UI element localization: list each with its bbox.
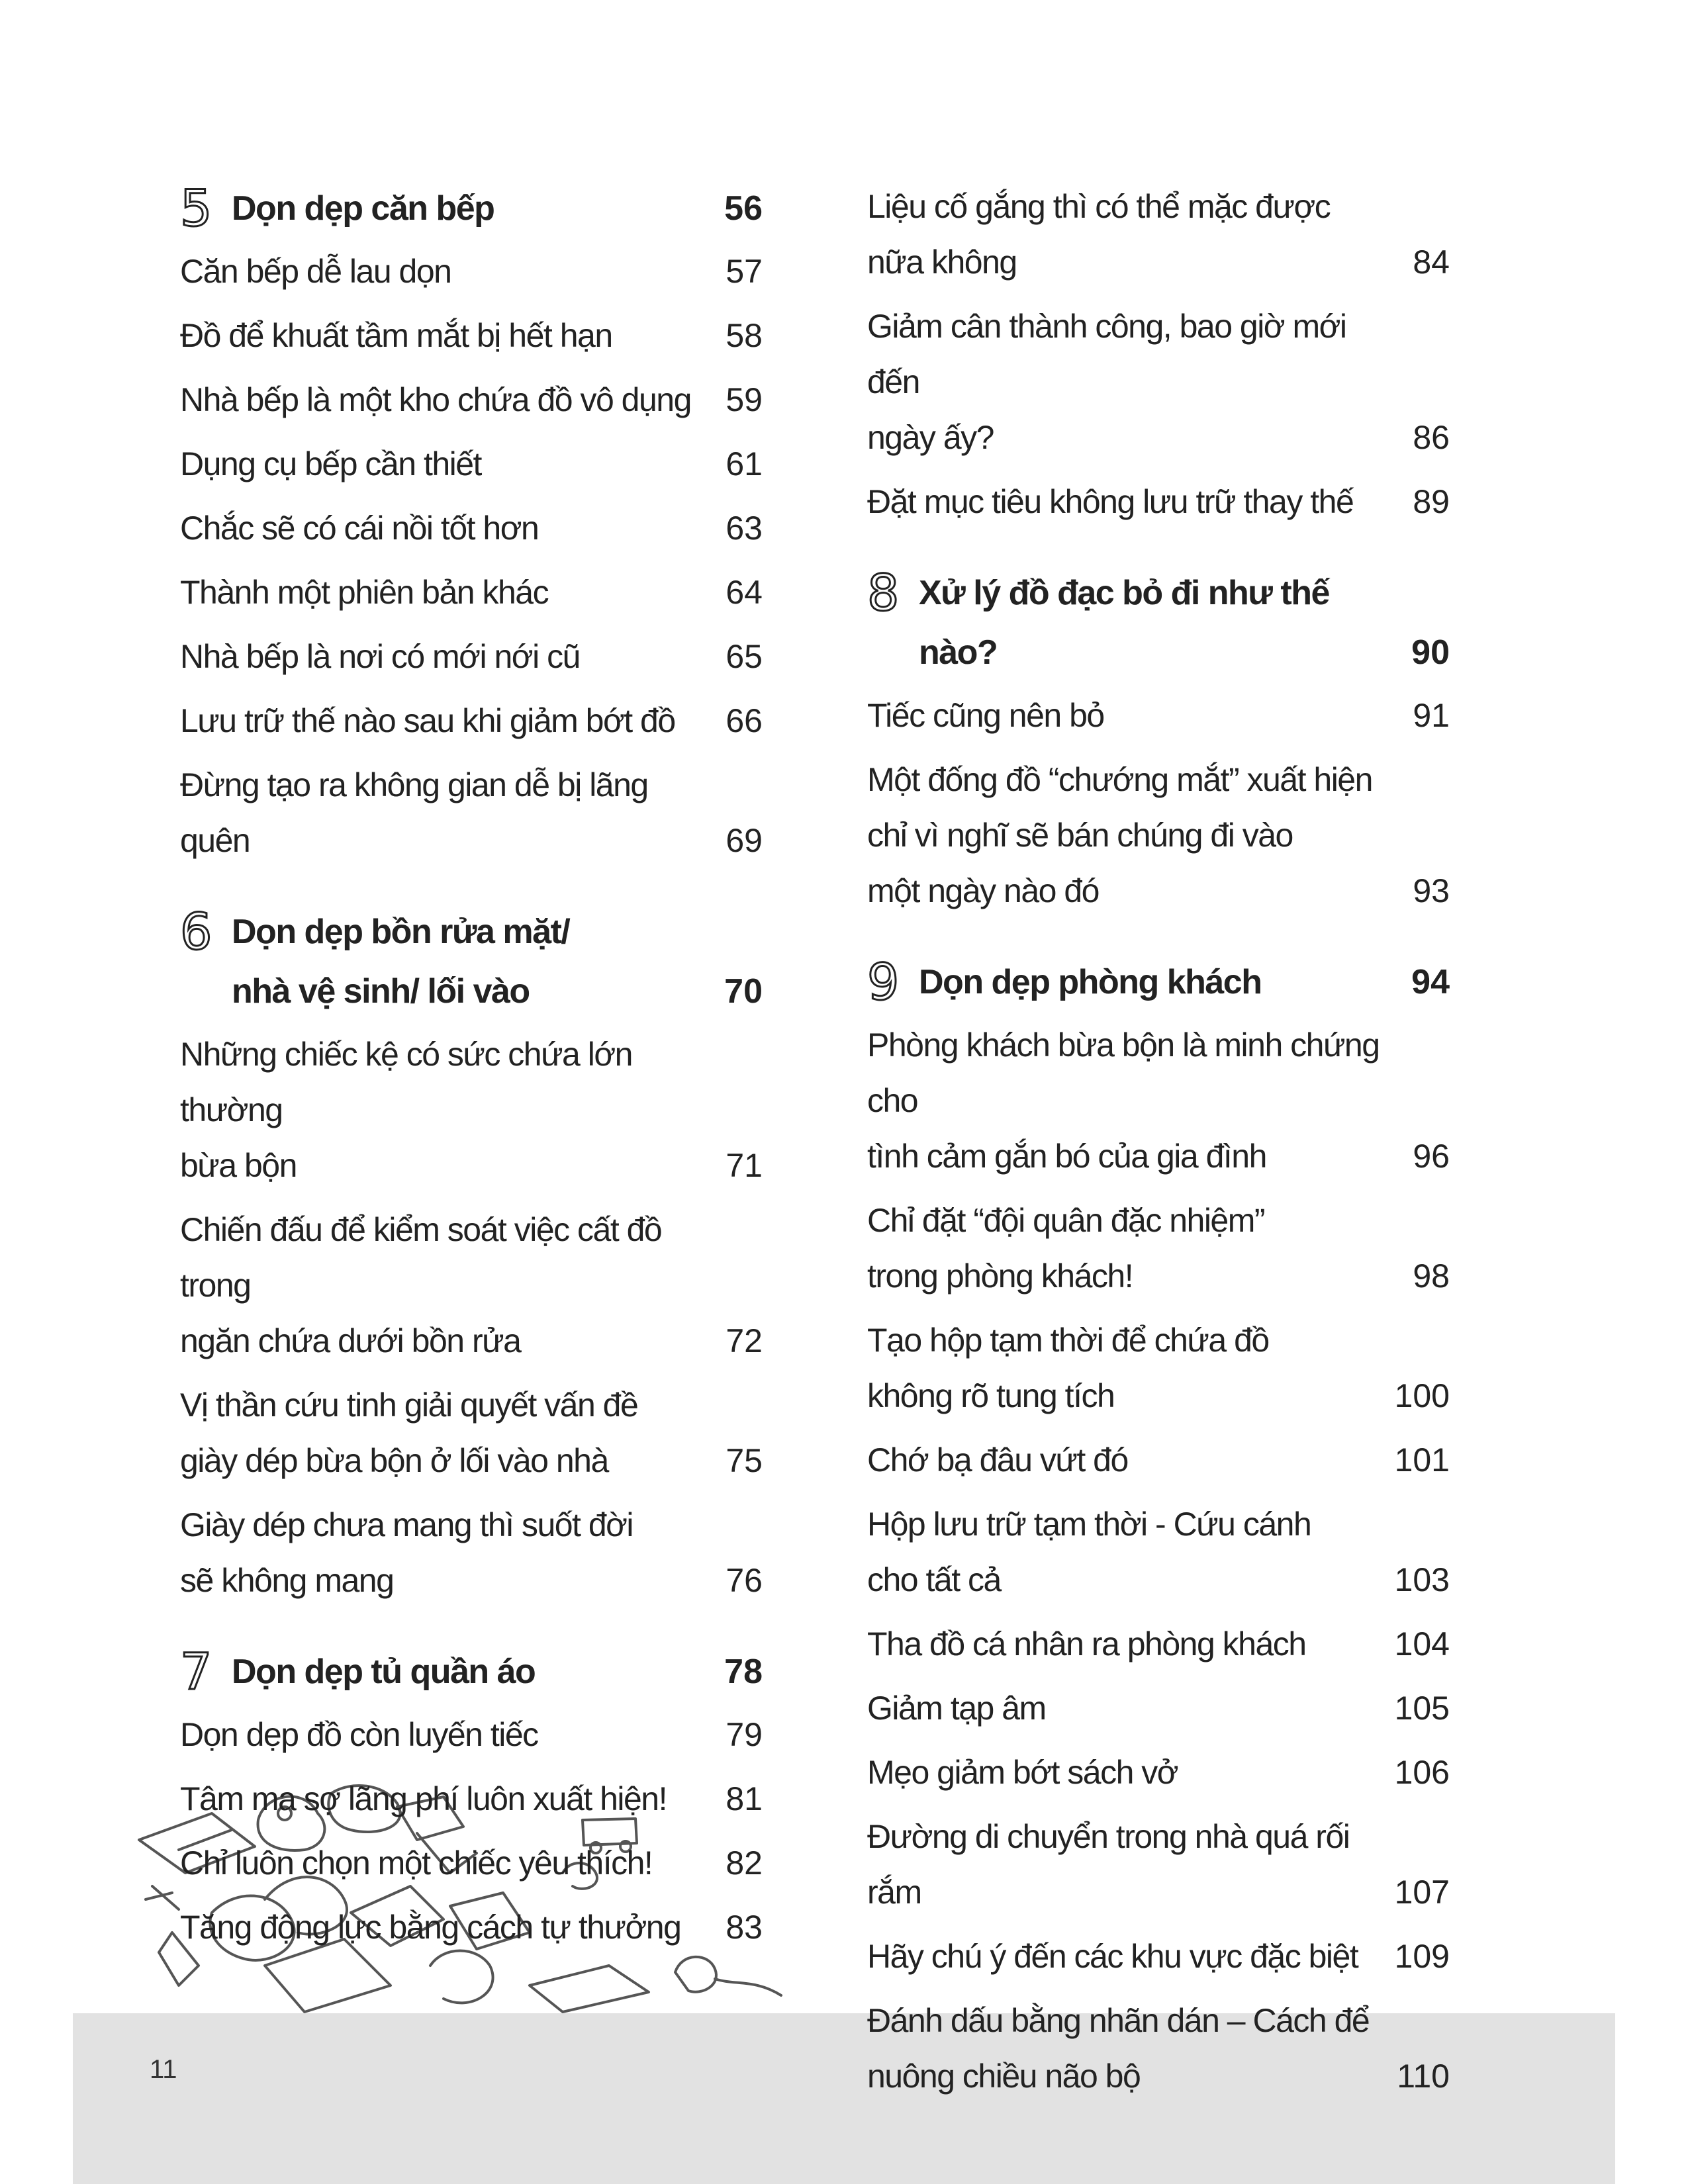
- toc-entry: [867, 1616, 1450, 1672]
- section-title: Dọn dẹp phòng khách: [919, 963, 1262, 1001]
- toc-entry-page: 100: [1394, 1377, 1450, 1414]
- toc-entry: [180, 244, 763, 299]
- toc-entry-page: 110: [1397, 2058, 1450, 2095]
- section-title: Dọn dẹp bồn rửa mặt/ nhà vệ sinh/ lối vào: [232, 913, 570, 1011]
- toc-entry: [867, 1432, 1450, 1488]
- toc-entry: [867, 752, 1450, 919]
- toc-entry-title: Hộp lưu trữ tạm thời - Cứu cánh cho tất cả: [867, 1506, 1311, 1598]
- toc-entry: [180, 436, 763, 492]
- toc-entry: [180, 1026, 763, 1193]
- toc-entry: [867, 298, 1450, 465]
- toc-entry-page: 64: [726, 574, 763, 611]
- toc-section-heading: [180, 179, 763, 238]
- section-title: Dọn dẹp tủ quần áo: [232, 1653, 536, 1691]
- toc-entry-page: 86: [1413, 419, 1450, 456]
- section-number: 8: [867, 563, 900, 622]
- toc-entry-title: Nhà bếp là một kho chứa đồ vô dụng: [180, 381, 691, 418]
- section-page-number: 70: [724, 972, 763, 1011]
- toc-entry-page: 81: [726, 1780, 763, 1817]
- toc-entry-title: Chỉ luôn chọn một chiếc yêu thích!: [180, 1844, 653, 1882]
- section-number: 7: [180, 1642, 212, 1701]
- section-page-number: 90: [1411, 633, 1450, 672]
- toc-entry-page: 89: [1413, 483, 1450, 520]
- section-number: 9: [867, 952, 900, 1011]
- toc-entry-title: Tha đồ cá nhân ra phòng khách: [867, 1625, 1306, 1662]
- toc-entry: [180, 565, 763, 620]
- toc-entry-title: Lưu trữ thế nào sau khi giảm bớt đồ: [180, 702, 675, 739]
- toc-entry-title: Thành một phiên bản khác: [180, 574, 549, 611]
- section-number: 6: [180, 902, 212, 961]
- toc-entry-title: Đừng tạo ra không gian dễ bị lãng quên: [180, 766, 648, 859]
- section-title: Xử lý đồ đạc bỏ đi như thế nào?: [919, 574, 1329, 672]
- toc-entry: [867, 1745, 1450, 1800]
- toc-entry-page: 96: [1413, 1138, 1450, 1175]
- toc-entry: [867, 1809, 1450, 1920]
- toc-entry-page: 66: [726, 702, 763, 739]
- toc-entry-title: Căn bếp dễ lau dọn: [180, 253, 451, 290]
- toc-entry-page: 107: [1394, 1874, 1450, 1911]
- toc-section-heading: [867, 952, 1450, 1012]
- section-number: 5: [180, 179, 212, 238]
- toc-entry: [867, 1017, 1450, 1184]
- toc-entry-title: Dọn dẹp đồ còn luyến tiếc: [180, 1716, 538, 1753]
- toc-entry: [180, 1771, 763, 1827]
- toc-entry-page: 79: [726, 1716, 763, 1753]
- toc-entry-title: Đồ để khuất tầm mắt bị hết hạn: [180, 317, 612, 354]
- toc-entry-title: Giảm tạp âm: [867, 1690, 1046, 1727]
- section-page-number: 56: [724, 189, 763, 228]
- toc-entry-title: Đặt mục tiêu không lưu trữ thay thế: [867, 483, 1354, 520]
- toc-entry-title: Phòng khách bừa bộn là minh chứng cho tình cảm gắn bó của gia đình: [867, 1026, 1380, 1175]
- toc-entry-page: 57: [726, 253, 763, 290]
- toc-entry-title: Chiến đấu để kiểm soát việc cất đồ trong ngăn chứa dưới bồn rửa: [180, 1211, 662, 1359]
- toc-entry-page: 61: [726, 445, 763, 482]
- toc-entry-page: 63: [726, 510, 763, 547]
- toc-entry-page: 103: [1394, 1561, 1450, 1598]
- toc-entry-title: Giảm cân thành công, bao giờ mới đến ngày ấy?: [867, 308, 1346, 456]
- toc-section-heading: [867, 563, 1450, 682]
- toc-entry: [180, 308, 763, 363]
- toc-entry-page: 69: [726, 822, 763, 859]
- toc-entry: [867, 1680, 1450, 1736]
- section-title: Dọn dẹp căn bếp: [232, 189, 494, 228]
- toc-entry-page: 58: [726, 317, 763, 354]
- toc-entry-title: Liệu cố gắng thì có thể mặc được nữa không: [867, 188, 1331, 281]
- toc-entry: [867, 1993, 1450, 2104]
- section-page-number: 94: [1411, 963, 1450, 1001]
- toc-section-heading: [180, 1642, 763, 1702]
- toc-entry-title: Đường di chuyển trong nhà quá rối rắm: [867, 1818, 1350, 1911]
- toc-entry: [867, 179, 1450, 290]
- toc-entry: [180, 1899, 763, 1955]
- toc-entry: [180, 372, 763, 428]
- toc-entry-page: 65: [726, 638, 763, 675]
- toc-entry: [867, 1193, 1450, 1304]
- toc-entry-page: 59: [726, 381, 763, 418]
- toc-entry: [180, 500, 763, 556]
- toc-entry: [180, 1497, 763, 1608]
- toc-right-column: [867, 179, 1450, 2113]
- toc-entry-title: Tạo hộp tạm thời để chứa đồ không rõ tung tích: [867, 1322, 1269, 1414]
- toc-entry-page: 82: [726, 1844, 763, 1882]
- toc-entry: [867, 688, 1450, 743]
- toc-entry: [867, 1496, 1450, 1608]
- toc-entry-page: 105: [1394, 1690, 1450, 1727]
- toc-entry: [180, 1377, 763, 1488]
- toc-entry: [180, 1835, 763, 1891]
- toc-entry: [180, 693, 763, 749]
- toc-entry: [867, 1929, 1450, 1984]
- toc-entry: [180, 629, 763, 684]
- toc-entry-page: 75: [726, 1442, 763, 1479]
- toc-entry-title: Chớ bạ đâu vứt đó: [867, 1441, 1128, 1479]
- toc-entry-title: Dụng cụ bếp cần thiết: [180, 445, 481, 482]
- toc-entry-page: 76: [726, 1562, 763, 1599]
- toc-entry-title: Vị thần cứu tinh giải quyết vấn đề giày dép bừa bộn ở lối vào nhà: [180, 1387, 638, 1479]
- toc-entry: [867, 474, 1450, 529]
- toc-entry-title: Tâm ma sợ lãng phí luôn xuất hiện!: [180, 1780, 667, 1817]
- toc-entry-title: Chỉ đặt “đội quân đặc nhiệm” trong phòng khách!: [867, 1202, 1265, 1295]
- toc-entry-title: Đánh dấu bằng nhãn dán – Cách để nuông chiều não bộ: [867, 2002, 1370, 2095]
- toc-entry-page: 83: [726, 1909, 763, 1946]
- toc-entry-page: 84: [1413, 244, 1450, 281]
- toc-entry-page: 93: [1413, 872, 1450, 909]
- toc-entry-page: 72: [726, 1322, 763, 1359]
- toc-entry-title: Một đống đồ “chướng mắt” xuất hiện chỉ vì nghĩ sẽ bán chúng đi vào một ngày nào đó: [867, 761, 1372, 909]
- toc-entry: [180, 757, 763, 868]
- toc-entry: [867, 1312, 1450, 1424]
- toc-entry-title: Chắc sẽ có cái nồi tốt hơn: [180, 510, 539, 547]
- toc-entry-title: Nhà bếp là nơi có mới nới cũ: [180, 638, 580, 675]
- toc-entry-title: Tiếc cũng nên bỏ: [867, 697, 1104, 734]
- toc-entry: [180, 1707, 763, 1762]
- toc-entry-page: 104: [1394, 1625, 1450, 1662]
- toc-entry-page: 106: [1394, 1754, 1450, 1791]
- toc-section-heading: [180, 902, 763, 1021]
- toc-entry-title: Mẹo giảm bớt sách vở: [867, 1754, 1178, 1791]
- toc-left-column: [180, 179, 763, 1964]
- toc-entry-title: Những chiếc kệ có sức chứa lớn thường bừa bộn: [180, 1036, 632, 1184]
- page-number: 11: [150, 2055, 177, 2084]
- toc-entry: [180, 1202, 763, 1369]
- toc-entry-page: 109: [1394, 1938, 1450, 1975]
- toc-entry-page: 71: [726, 1147, 763, 1184]
- section-page-number: 78: [724, 1653, 763, 1691]
- toc-entry-page: 101: [1394, 1441, 1450, 1479]
- toc-entry-title: Tăng động lực bằng cách tự thưởng: [180, 1909, 681, 1946]
- toc-entry-page: 98: [1413, 1257, 1450, 1295]
- toc-entry-title: Giày dép chưa mang thì suốt đời sẽ không mang: [180, 1506, 633, 1599]
- toc-entry-title: Hãy chú ý đến các khu vực đặc biệt: [867, 1938, 1358, 1975]
- toc-entry-page: 91: [1413, 697, 1450, 734]
